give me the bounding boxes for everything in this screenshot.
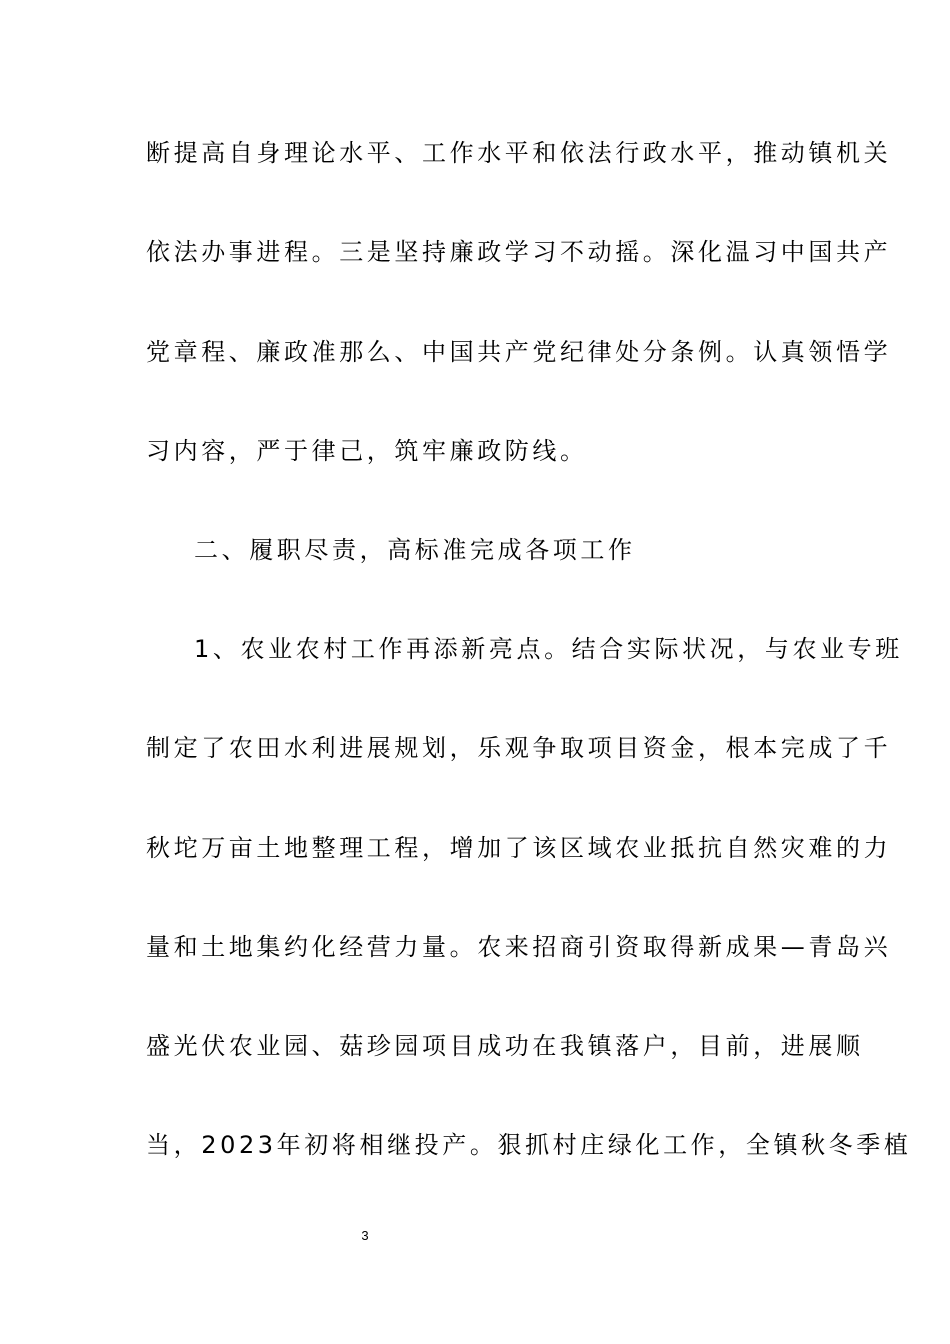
body-text-line: 断提高自身理论水平、工作水平和依法行政水平，推动镇机关 — [146, 139, 892, 167]
body-text-line: 量和土地集约化经营力量。农来招商引资取得新成果—青岛兴 — [146, 933, 892, 961]
body-text-line: 依法办事进程。三是坚持廉政学习不动摇。深化温习中国共产 — [146, 238, 892, 266]
page-number: 3 — [361, 1228, 369, 1243]
body-text-line: 党章程、廉政准那么、中国共产党纪律处分条例。认真领悟学 — [146, 338, 892, 366]
body-text-line: 制定了农田水利进展规划，乐观争取项目资金，根本完成了千 — [146, 734, 892, 762]
paragraph-first-line: 1、农业农村工作再添新亮点。结合实际状况，与农业专班 — [194, 635, 903, 663]
body-text-line: 秋坨万亩土地整理工程，增加了该区域农业抵抗自然灾难的力 — [146, 834, 892, 862]
section-heading: 二、履职尽责，高标准完成各项工作 — [194, 536, 636, 564]
body-text-line: 习内容，严于律己，筑牢廉政防线。 — [146, 437, 588, 465]
body-text-line: 盛光伏农业园、菇珍园项目成功在我镇落户，目前，进展顺 — [146, 1032, 864, 1060]
body-text-line: 当，2023年初将相继投产。狠抓村庄绿化工作，全镇秋冬季植 — [146, 1131, 912, 1159]
